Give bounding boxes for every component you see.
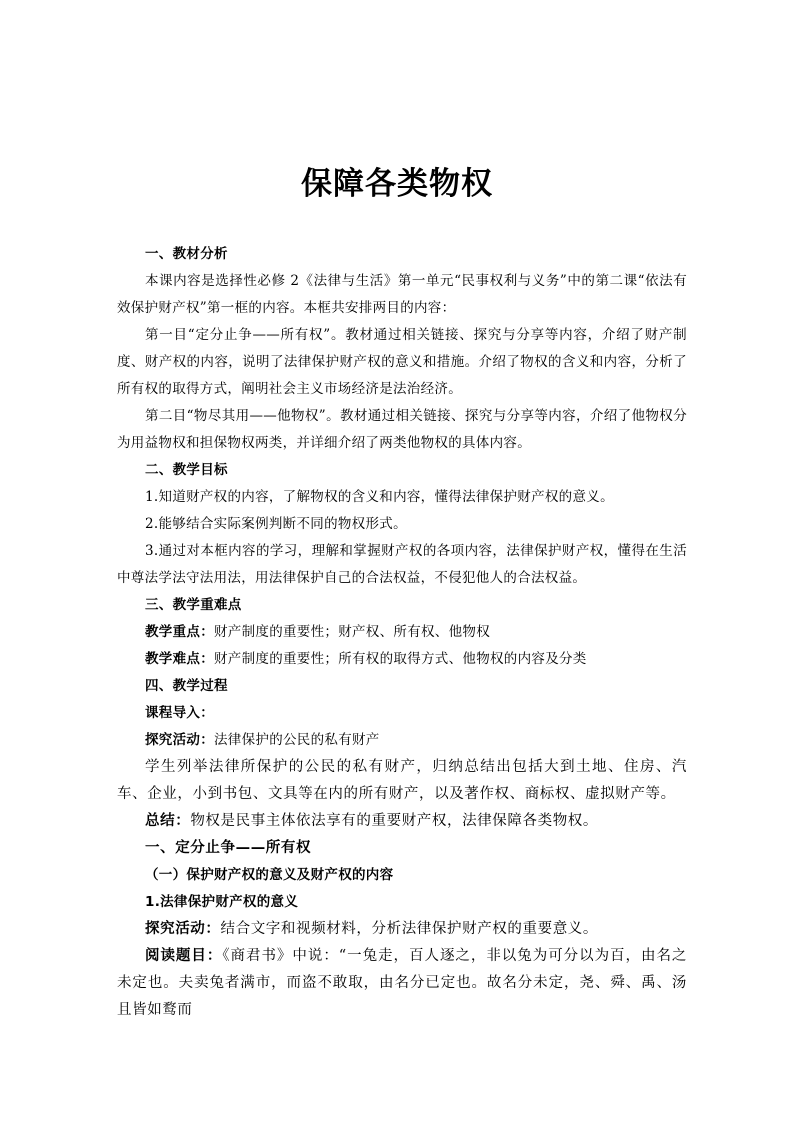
goal-item: 2.能够结合实际案例判断不同的物权形式。 xyxy=(145,516,407,532)
section-heading-key-points: 三、教学重难点 xyxy=(145,597,242,613)
section-heading-process: 四、教学过程 xyxy=(145,678,228,694)
page-title: 保障各类物权 xyxy=(301,166,493,202)
goal-item: 3.通过对本框内容的学习，理解和掌握财产权的各项内容，法律保护财产权，懂得在生活中尊法学法守法用法，用法律保护自己的合法权益，不侵犯他人的合法权益。 xyxy=(117,543,687,586)
activity-text: 法律保护的公民的私有财产 xyxy=(214,732,380,748)
activity-label: 探究活动： xyxy=(145,921,221,937)
key-point-label: 教学重点： xyxy=(145,624,214,640)
activity-line xyxy=(117,916,687,943)
document-body xyxy=(117,241,687,1024)
reading-line xyxy=(117,943,687,1024)
paragraph: 本课内容是选择性必修 2《法律与生活》第一单元“民事权利与义务”中的第二课“依法有效保护财产权”第一框的内容。本框共安排两目的内容： xyxy=(117,273,687,316)
summary-line xyxy=(117,808,687,835)
difficulty-text: 财产制度的重要性；所有权的取得方式、他物权的内容及分类 xyxy=(214,651,587,667)
item-heading: 1.法律保护财产权的意义 xyxy=(145,894,299,910)
subsection-heading: （一）保护财产权的意义及财产权的内容 xyxy=(145,867,394,883)
goal-item: 1.知道财产权的内容，了解物权的含义和内容，懂得法律保护财产权的意义。 xyxy=(145,489,614,505)
paragraph: 学生列举法律所保护的公民的私有财产，归纳总结出包括大到土地、住房、汽车、企业，小到书包、文具等在内的所有财产，以及著作权、商标权、虚拟财产等。 xyxy=(117,759,687,802)
activity-text: 结合文字和视频材料，分析法律保护财产权的重要意义。 xyxy=(220,921,598,937)
difficulty-label: 教学难点： xyxy=(145,651,214,667)
paragraph: 第二目“物尽其用——他物权”。教材通过相关链接、探究与分享等内容，介绍了他物权分为用益物权和担保物权两类，并详细介绍了两类他物权的具体内容。 xyxy=(117,408,687,451)
summary-label: 总结： xyxy=(145,813,191,829)
section-heading-goals: 二、教学目标 xyxy=(145,462,228,478)
reading-text: 《商君书》中说：“一兔走，百人逐之，非以兔为可分以为百，由名之未定也。夫卖兔者满市，而盗不敢取，由名分已定也。故名分未定，尧、舜、禹、汤且皆如鹜而 xyxy=(117,948,688,1018)
summary-text: 物权是民事主体依法享有的重要财产权，法律保障各类物权。 xyxy=(190,813,599,829)
activity-line xyxy=(117,727,687,754)
section-heading-analysis: 一、教材分析 xyxy=(145,246,228,262)
key-point-line xyxy=(117,619,687,646)
paragraph: 第一目“定分止争——所有权”。教材通过相关链接、探究与分享等内容，介绍了财产制度、财产权的内容，说明了法律保护财产权的意义和措施。介绍了物权的含义和内容，分析了所有权的取得方式，阐明社会主义市场经济是法治经济。 xyxy=(117,327,687,397)
part-heading-ownership: 一、定分止争——所有权 xyxy=(145,840,312,856)
key-point-text: 财产制度的重要性；财产权、所有权、他物权 xyxy=(214,624,490,640)
reading-label: 阅读题目： xyxy=(145,948,223,964)
intro-label: 课程导入： xyxy=(145,705,214,721)
activity-label: 探究活动： xyxy=(145,732,214,748)
difficulty-line xyxy=(117,646,687,673)
